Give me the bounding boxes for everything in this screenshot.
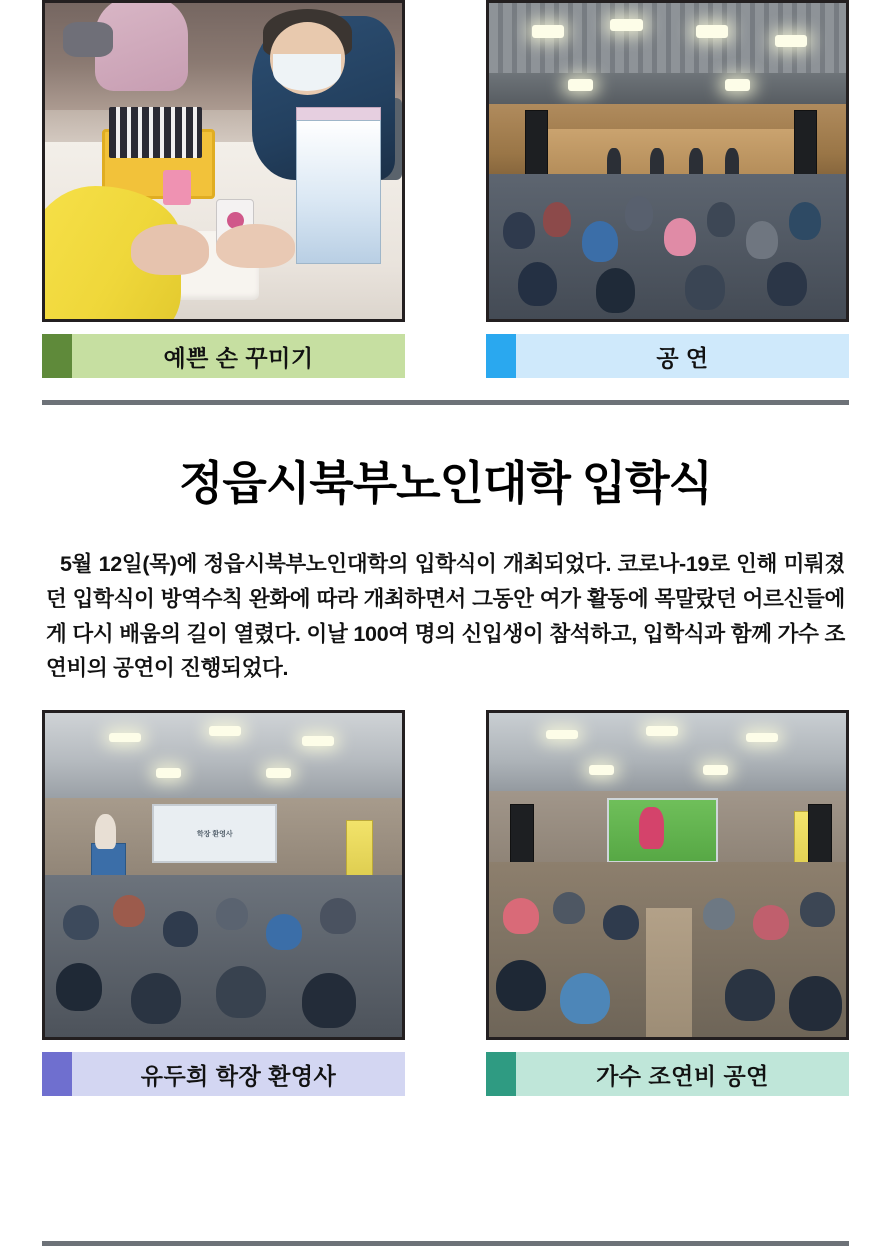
photo-singer-audience-head <box>800 892 836 928</box>
photo-performance-light <box>610 19 642 32</box>
photo-welcome-audience-head <box>163 911 199 947</box>
photo-performance-audience-head <box>596 268 635 312</box>
photo-performance-light <box>775 35 807 48</box>
photo-welcome-audience-head <box>320 898 356 934</box>
photo-singer-audience-head <box>789 976 843 1031</box>
photo-performance-speaker-right <box>794 110 817 182</box>
photo-singer-ceiling <box>489 713 846 791</box>
photo-welcome-audience-head <box>266 914 302 950</box>
caption-label: 공 연 <box>516 334 849 378</box>
caption-welcome-speech <box>42 1052 405 1096</box>
photo-singer-light <box>703 765 728 775</box>
caption-swatch <box>486 334 516 378</box>
bottom-photo-row <box>42 710 849 1096</box>
photo-singer-audience-head <box>703 898 735 930</box>
photo-performance-audience-head <box>685 265 724 309</box>
photo-block-nail-art <box>42 0 405 378</box>
photo-singer-light <box>546 730 578 740</box>
caption-label: 예쁜 손 꾸미기 <box>72 334 405 378</box>
section-divider-top <box>42 400 849 405</box>
photo-nail-art-hand-right <box>216 224 295 268</box>
photo-welcome-audience-head <box>216 898 248 930</box>
photo-singer-audience-head <box>553 892 585 924</box>
photo-singer-speaker-right <box>808 804 831 871</box>
photo-block-welcome-speech <box>42 710 405 1096</box>
caption-performance <box>486 334 849 378</box>
page-title: 정읍시북부노인대학 입학식 <box>178 457 712 509</box>
photo-performance-audience-head <box>543 202 572 237</box>
photo-performance-audience-head <box>625 196 654 231</box>
photo-singer-show <box>486 710 849 1040</box>
photo-performance-light <box>696 25 728 38</box>
photo-singer-light <box>589 765 614 775</box>
photo-performance-audience-head <box>789 202 821 240</box>
caption-swatch <box>42 334 72 378</box>
photo-welcome-light <box>209 726 241 736</box>
photo-welcome-audience-head <box>56 963 102 1012</box>
photo-welcome-projection-screen <box>152 804 277 863</box>
photo-welcome-audience-head <box>63 905 99 941</box>
top-photo-row <box>42 0 849 378</box>
photo-performance-hall <box>486 0 849 322</box>
caption-label: 유두희 학장 환영사 <box>72 1052 405 1096</box>
photo-singer-light <box>646 726 678 736</box>
photo-singer-aisle <box>646 908 692 1038</box>
photo-singer-light <box>746 733 778 743</box>
photo-nail-art-polish-bottles <box>109 107 202 158</box>
photo-nail-art-mask-left <box>63 22 113 57</box>
photo-performance-light <box>532 25 564 38</box>
photo-performance-audience-head <box>767 262 806 306</box>
photo-performance-light <box>568 79 593 92</box>
photo-performance-audience-head <box>518 262 557 306</box>
photo-welcome-audience-head <box>131 973 181 1025</box>
photo-block-performance <box>486 0 849 378</box>
photo-singer-audience-head <box>603 905 639 941</box>
photo-performance-audience-head <box>746 221 778 259</box>
photo-block-singer <box>486 710 849 1096</box>
photo-nail-art-pink-bottle <box>163 170 192 205</box>
photo-singer-audience-head <box>725 969 775 1021</box>
caption-swatch <box>486 1052 516 1096</box>
photo-nail-art <box>42 0 405 322</box>
photo-performance-ceiling-lower <box>489 73 846 105</box>
photo-welcome-audience-head <box>302 973 356 1028</box>
photo-nail-art-hand-left <box>131 224 210 275</box>
caption-swatch <box>42 1052 72 1096</box>
photo-welcome-light <box>109 733 141 743</box>
photo-singer-performer <box>639 807 664 849</box>
photo-welcome-audience-head <box>216 966 266 1018</box>
photo-welcome-audience-head <box>113 895 145 927</box>
photo-welcome-light <box>266 768 291 778</box>
caption-label: 가수 조연비 공연 <box>516 1052 849 1096</box>
photo-performance-audience-head <box>582 221 618 262</box>
projection-screen-text: 학장 환영사 <box>196 830 233 838</box>
section-divider-bottom <box>42 1241 849 1246</box>
caption-singer <box>486 1052 849 1096</box>
caption-nail-art <box>42 334 405 378</box>
article-body: 5월 12일(목)에 정읍시북부노인대학의 입학식이 개최되었다. 코로나-19로 인해 미뤄졌던 입학식이 방역수칙 완화에 따라 개최하면서 그동안 여가 활동에 목말랐던 어르신들에게 다시 배움의 길이 열렸다. 이날 100여 명의 신입생이 참석하고, 입학식과 함께 가수 조연비의 공연이 진행되었다. <box>46 552 845 681</box>
photo-welcome-light <box>156 768 181 778</box>
photo-singer-audience-head <box>560 973 610 1025</box>
photo-performance-audience-head <box>664 218 696 256</box>
photo-performance-speaker-left <box>525 110 548 182</box>
photo-singer-audience-head <box>753 905 789 941</box>
photo-welcome-speaker-person <box>95 814 116 850</box>
photo-welcome-speech <box>42 710 405 1040</box>
photo-performance-light <box>725 79 750 92</box>
photo-performance-audience-head <box>707 202 736 237</box>
photo-nail-art-box <box>296 120 380 264</box>
photo-singer-speaker-left <box>510 804 533 871</box>
photo-singer-audience-head <box>496 960 546 1012</box>
photo-performance-audience-head <box>503 212 535 250</box>
photo-welcome-light <box>302 736 334 746</box>
photo-singer-audience-head <box>503 898 539 934</box>
